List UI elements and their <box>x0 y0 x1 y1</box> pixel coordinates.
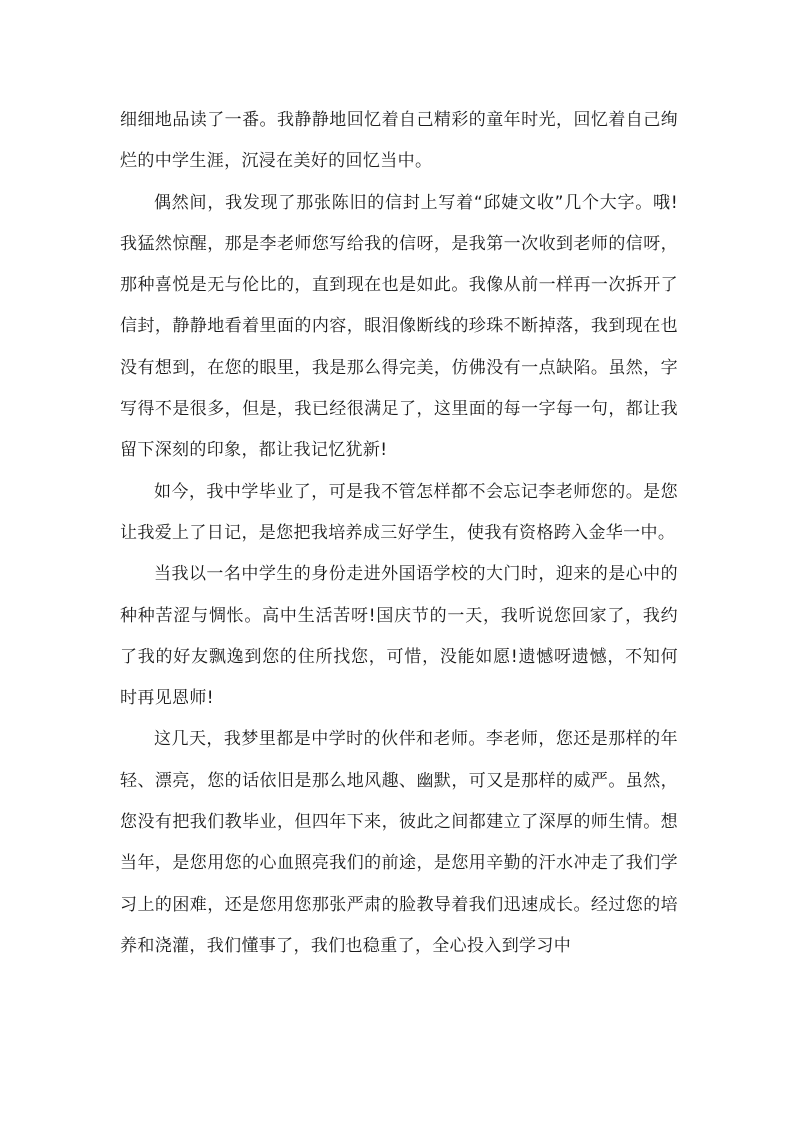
document-body <box>120 100 678 967</box>
paragraph-3: 如今，我中学毕业了，可是我不管怎样都不会忘记李老师您的。是您让我爱上了日记，是您把我培养成三好学生，使我有资格跨入金华一中。 <box>120 481 678 543</box>
paragraph-4: 当我以一名中学生的身份走进外国语学校的大门时，迎来的是心中的种种苦涩与惆怅。高中生活苦呀!国庆节的一天，我听说您回家了，我约了我的好友飘逸到您的住所找您，可惜，没能如愿!遗憾呀遗憾，不知何时再见恩师! <box>120 564 678 709</box>
paragraph-1: 细细地品读了一番。我静静地回忆着自己精彩的童年时光，回忆着自己绚烂的中学生涯，沉浸在美好的回忆当中。 <box>120 110 678 172</box>
paragraph-5: 这几天，我梦里都是中学时的伙伴和老师。李老师，您还是那样的年轻、漂亮，您的话依旧是那么地风趣、幽默，可又是那样的威严。虽然，您没有把我们教毕业，但四年下来，彼此之间都建立了深厚的师生情。想当年，是您用您的心血照亮我们的前途，是您用辛勤的汗水冲走了我们学习上的困难，还是您用您那张严肃的脸教导着我们迅速成长。经过您的培养和浇灌，我们懂事了，我们也稳重了，全心投入到学习中 <box>120 729 678 956</box>
paragraph-2: 偶然间，我发现了那张陈旧的信封上写着“邱婕文收”几个大字。哦!我猛然惊醒，那是李老师您写给我的信呀，是我第一次收到老师的信呀，那种喜悦是无与伦比的，直到现在也是如此。我像从前一样再一次拆开了信封，静静地看着里面的内容，眼泪像断线的珍珠不断掉落，我到现在也没有想到，在您的眼里，我是那么得完美，仿佛没有一点缺陷。虽然，字写得不是很多，但是，我已经很满足了，这里面的每一字每一句，都让我留下深刻的印象，都让我记忆犹新! <box>120 192 678 461</box>
